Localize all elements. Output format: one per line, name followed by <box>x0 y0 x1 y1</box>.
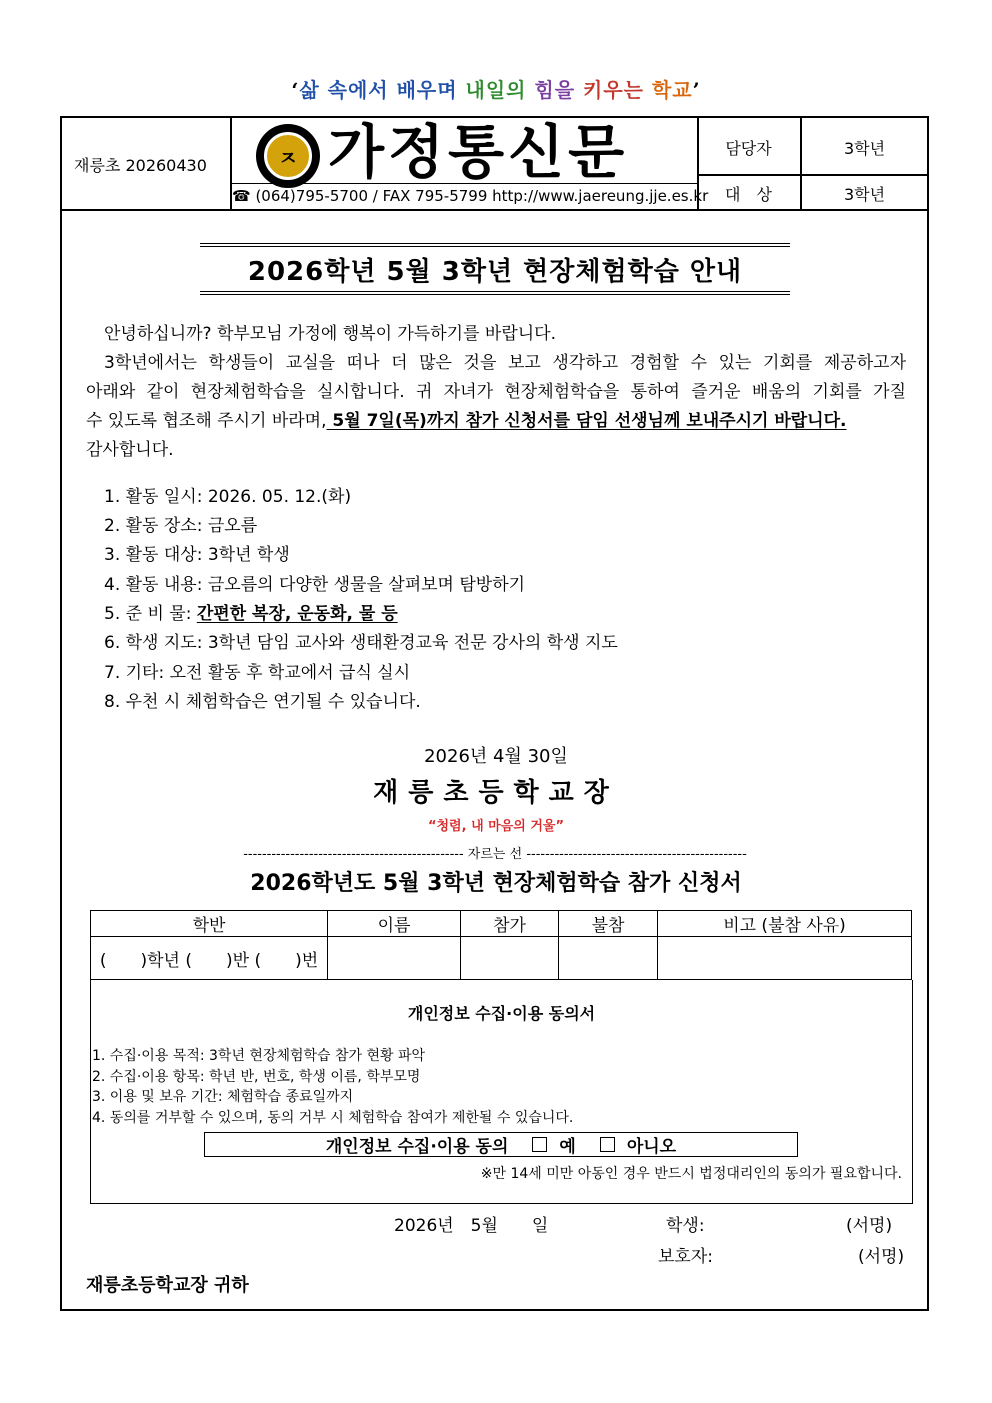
student-signature[interactable]: (서명) <box>846 1216 893 1236</box>
detail-item: 8. 우천 시 체험학습은 연기될 수 있습니다. <box>104 692 421 712</box>
detail-item: 4. 활동 내용: 금오름의 다양한 생물을 살펴보며 탐방하기 <box>104 575 526 595</box>
principal-title: 재릉초등학교장 <box>373 778 619 808</box>
school-contact: ☎ (064)795-5700 / FAX 795-5799 http://www.jaereung.jje.es.kr <box>232 187 709 205</box>
addressee: 재릉초등학교장 귀하 <box>86 1275 249 1296</box>
consent-note: ※만 14세 미만 아동인 경우 반드시 법정대리인의 동의가 필요합니다. <box>480 1166 902 1182</box>
motto-segment: 삶 속에서 배우며 <box>299 78 466 102</box>
detail-item: 7. 기타: 오전 활동 후 학교에서 급식 실시 <box>104 663 411 683</box>
body-line-2: 아래와 같이 현장체험학습을 실시합니다. 귀 자녀가 현장체험학습을 통하여 즐거운 배움의 기회를 가질 <box>86 382 906 402</box>
school-logo <box>256 124 320 188</box>
motto-segment: 키우는 <box>583 78 652 102</box>
notice-date: 2026년 4월 30일 <box>424 746 568 767</box>
student-label[interactable]: 학생: <box>666 1216 705 1236</box>
detail-item: 5. 준 비 물: 간편한 복장, 운동화, 물 등 <box>104 604 398 624</box>
col-class: 학반 <box>91 911 328 937</box>
consent-title: 개인정보 수집·이용 동의서 <box>407 1004 596 1023</box>
motto-segment: 내일의 <box>465 78 535 102</box>
consent-yes-checkbox[interactable] <box>532 1137 547 1152</box>
header-bottom-rule <box>60 209 929 211</box>
closing: 감사합니다. <box>86 440 174 460</box>
consent-no-checkbox[interactable] <box>600 1137 615 1152</box>
body-line-3: 수 있도록 협조해 주시기 바라며, 5월 7일(목)까지 참가 신청서를 담임 선생님께 보내주시기 바랍니다. <box>86 411 847 431</box>
supplies-emphasis: 간편한 복장, 운동화, 물 등 <box>196 604 398 624</box>
application-table <box>90 910 912 980</box>
class-fill-field[interactable]: ( )학년 ( )반 ( )번 <box>91 937 328 980</box>
guardian-signature[interactable]: (서명) <box>858 1247 905 1267</box>
name-field[interactable] <box>328 937 461 980</box>
remarks-field[interactable] <box>658 937 912 980</box>
body-line-1: 3학년에서는 학생들이 교실을 떠나 더 많은 것을 보고 생각하고 경험할 수 있는 기회를 제공하고자 <box>104 353 906 373</box>
motto-segment: 힘을 <box>534 78 584 102</box>
table-header-row <box>91 911 912 937</box>
detail-item: 1. 활동 일시: 2026. 05. 12.(화) <box>104 487 352 507</box>
signature-date: 2026년 5월 일 <box>394 1216 549 1236</box>
deadline-emphasis: 5월 7일(목)까지 참가 신청서를 담임 선생님께 보내주시기 바랍니다. <box>326 411 847 431</box>
slogan: “청렴, 내 마음의 거울” <box>427 819 565 834</box>
col-remarks: 비고 (불참 사유) <box>658 911 912 937</box>
notice-title: 2026학년 5월 3학년 현장체험학습 안내 <box>200 243 790 295</box>
table-row <box>91 937 912 980</box>
consent-agreement: 개인정보 수집·이용 동의 예 아니오 <box>204 1132 798 1157</box>
detail-item: 3. 활동 대상: 3학년 학생 <box>104 545 290 565</box>
manager-value: 3학년 <box>843 139 886 158</box>
motto-parts <box>299 78 692 102</box>
consent-item: 3. 이용 및 보유 기간: 체험학습 종료일까지 <box>92 1089 354 1105</box>
attend-field[interactable] <box>461 937 559 980</box>
cut-line: ----------------------------------------------- 자르는 선 ----------------------------------------------- <box>243 847 747 862</box>
greeting: 안녕하십니까? 학부모님 가정에 행복이 가득하기를 바랍니다. <box>104 324 556 344</box>
target-value: 3학년 <box>843 185 886 204</box>
logo-emblem: ㅈ <box>264 132 312 180</box>
newsletter-title: 가정통신문 <box>328 118 629 186</box>
detail-item: 6. 학생 지도: 3학년 담임 교사와 생태환경교육 전문 강사의 학생 지도 <box>104 633 618 653</box>
consent-item: 2. 수집·이용 항목: 학년 반, 번호, 학생 이름, 학부모명 <box>92 1069 421 1085</box>
consent-item: 4. 동의를 거부할 수 있으며, 동의 거부 시 체험학습 참여가 제한될 수 있습니다. <box>92 1110 574 1126</box>
col-name: 이름 <box>328 911 461 937</box>
header-row-divider <box>697 174 929 176</box>
guardian-label[interactable]: 보호자: <box>658 1247 713 1267</box>
school-motto: ‘삶 속에서 배우며 내일의 힘을 키우는 학교’ <box>291 78 701 102</box>
consent-item: 1. 수집·이용 목적: 3학년 현장체험학습 참가 현황 파악 <box>92 1048 426 1064</box>
col-attend: 참가 <box>461 911 559 937</box>
col-absent: 불참 <box>559 911 658 937</box>
doc-number: 재릉초 20260430 <box>74 156 207 175</box>
manager-label: 담당자 <box>725 139 772 158</box>
consent-yes-label: 예 <box>559 1137 576 1157</box>
absent-field[interactable] <box>559 937 658 980</box>
application-title: 2026학년도 5월 3학년 현장체험학습 참가 신청서 <box>250 871 742 896</box>
consent-no-label: 아니오 <box>626 1137 677 1157</box>
motto-segment: 학교 <box>651 78 693 102</box>
target-label: 대 상 <box>725 185 772 204</box>
detail-item: 2. 활동 장소: 금오름 <box>104 516 258 536</box>
